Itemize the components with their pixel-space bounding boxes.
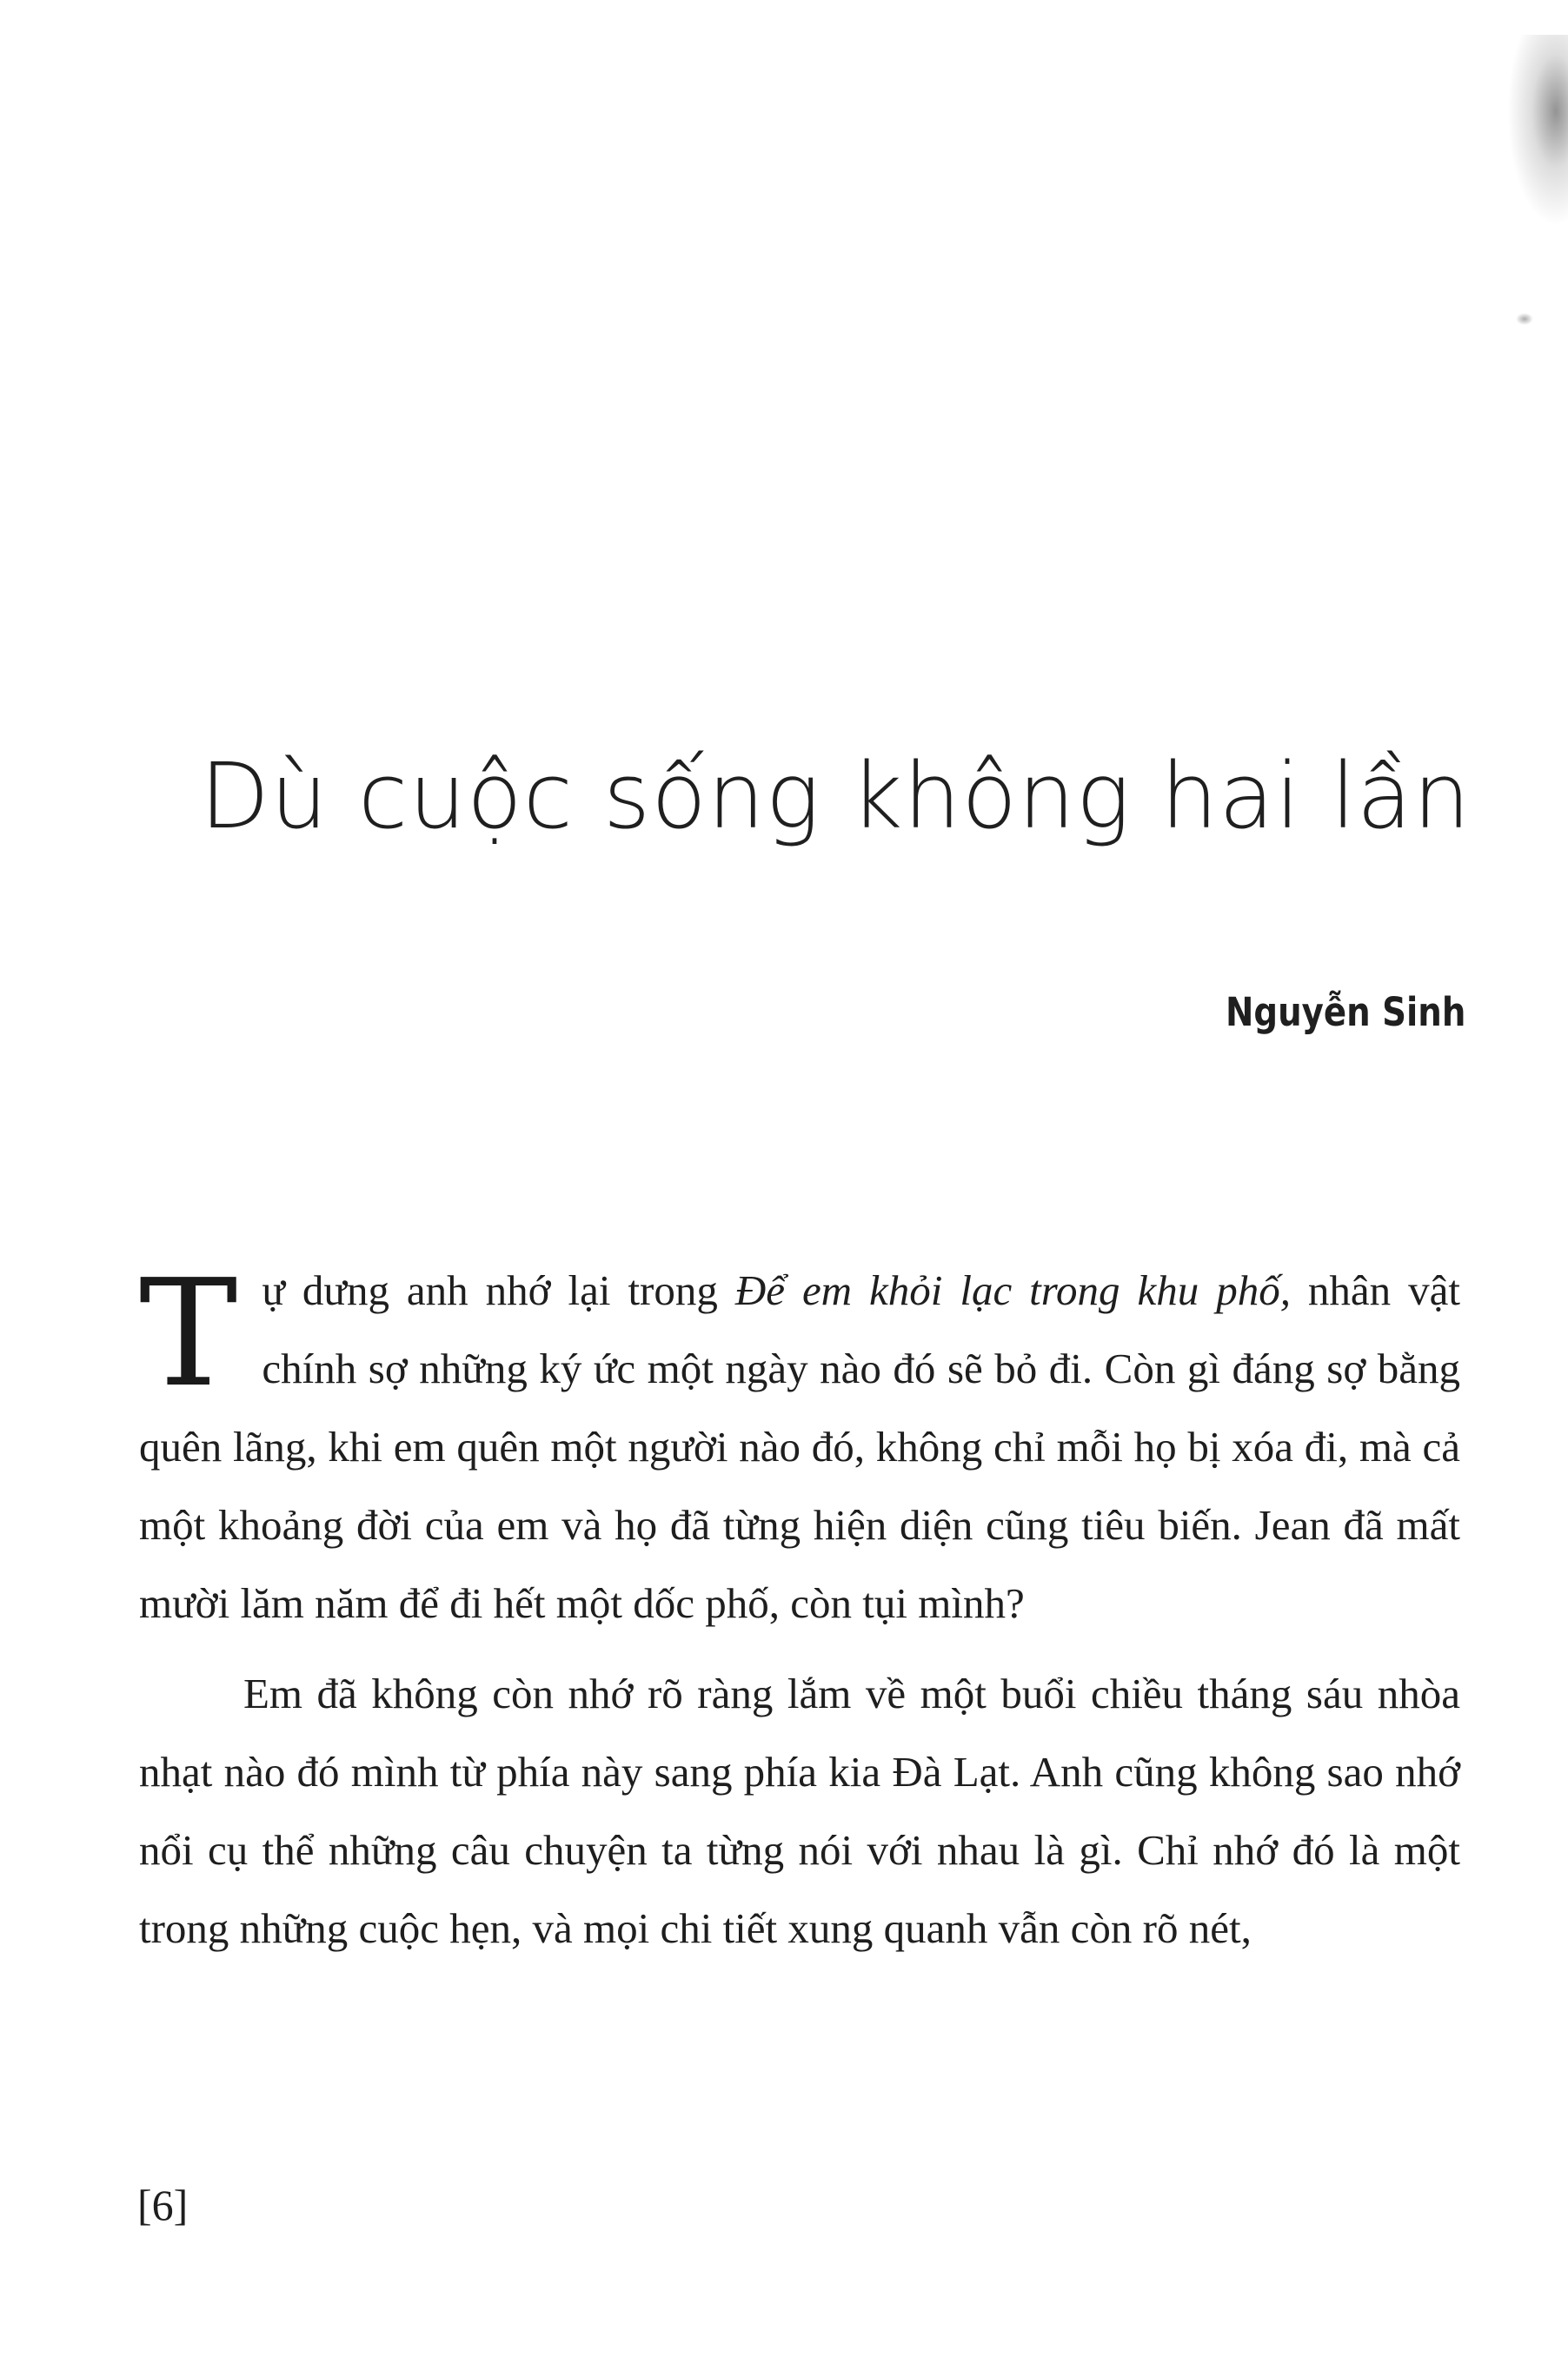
paragraph-2: Em đã không còn nhớ rõ ràng lắm về một buổi chiều tháng sáu nhòa nhạt nào đó mình từ phía này sang phía kia Đà Lạt. Anh cũng không sao nhớ nổi cụ thể những câu chuyện ta từng nói với nhau là gì. Chỉ nhớ đó là một trong những cuộc hẹn, và mọi chi tiết xung quanh vẫn còn rõ nét, [139, 1670, 1460, 1952]
page-number: [6] [137, 2181, 189, 2229]
drop-cap: T [139, 1248, 238, 1420]
italic-book-title: Để em khỏi lạc trong khu phố, [734, 1266, 1291, 1314]
paragraph-1 [139, 1248, 1460, 1643]
body-text [139, 1248, 1460, 1968]
scan-speck [1516, 313, 1533, 325]
author-name: Nguyễn Sinh [1225, 989, 1465, 1035]
paragraph-1-start: ự dưng anh nhớ lại trong [262, 1266, 735, 1314]
chapter-title: Dù cuộc sống không hai lần [200, 743, 1472, 849]
scan-smudge [1507, 35, 1568, 226]
paragraph-1-rest: nhân vật chính sợ những ký ức một ngày nào đó sẽ bỏ đi. Còn gì đáng sợ bằng quên lãng, khi em quên một người nào đó, không chỉ mỗi họ bị xóa đi, mà cả một khoảng đời của em và họ đã từng hiện diện cũng tiêu biến. Jean đã mất mười lăm năm để đi hết một dốc phố, còn tụi mình? [139, 1266, 1460, 1627]
